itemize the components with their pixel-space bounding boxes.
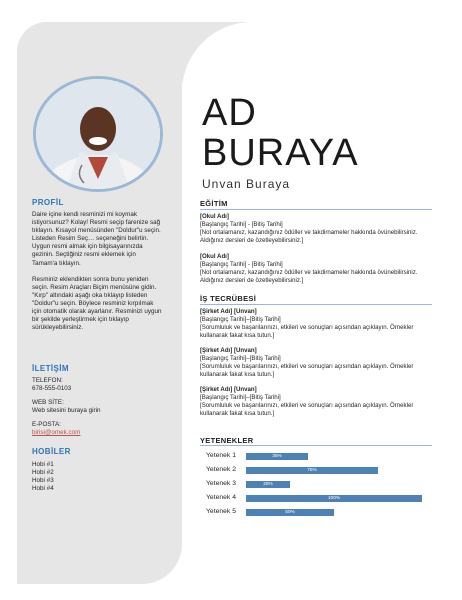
education-dates: [Başlangıç Tarihi] - [Bitiş Tarihi]	[200, 220, 283, 228]
skills-rule	[200, 445, 432, 446]
skill-bar	[246, 453, 308, 460]
education-entry	[200, 213, 432, 245]
experience-dates: [Başlangıç Tarihi]–[Bitiş Tarihi]	[200, 393, 281, 401]
skill-value-label: 75%	[307, 468, 317, 473]
hobbies-heading: HOBİLER	[32, 447, 71, 456]
hobbies-list	[32, 461, 162, 493]
email-link[interactable]: birisi@omek.com	[32, 429, 81, 437]
doctor-photo-illustration	[36, 79, 160, 189]
school-name: [Okul Adı]	[200, 213, 229, 220]
experience-description: [Sorumluluk ve başarılarınızı, etkileri ve sonuçları açısından açıklayın. Örnekler kullanarak fakat kısa tutun.]	[200, 362, 414, 378]
education-description: [Not ortalamanız, kazandığınız ödüller ve takdirnameler hakkında övünebilirsiniz. Aldığınız dersleri de özetleyebilirsiniz.]	[200, 228, 418, 244]
experience-dates: [Başlangıç Tarihi]–[Bitiş Tarihi]	[200, 315, 281, 323]
profile-paragraph-2: Resminiz eklendikten sonra bunu yeniden seçin. Resim Araçları Biçim menüsüne gidin. "Kırp" altındaki aşağı oka tıklayıp listeden "Doldur"u seçin. Böylece resminiz kırpılmak için otomatik olarak ayarlanır. Resminizi uygun bir şekilde yerleştirmek için tıklayıp sürükleyebilirsiniz.	[32, 275, 162, 332]
skill-bar	[246, 481, 290, 488]
experience-entry	[200, 386, 432, 418]
skill-value-label: 35%	[272, 454, 282, 459]
skill-bar	[246, 467, 378, 474]
profile-section	[32, 211, 162, 332]
experience-heading: İŞ TECRÜBESİ	[200, 294, 257, 303]
hobby-item: Hobi #1	[32, 461, 54, 468]
company-title: [Şirket Adı] [Unvan]	[200, 386, 257, 393]
email-label: E-POSTA:	[32, 421, 61, 429]
contact-heading: İLETİŞİM	[32, 364, 69, 373]
skill-value-label: 100%	[327, 496, 341, 501]
skill-bar	[246, 495, 422, 502]
hobby-item: Hobi #4	[32, 485, 54, 493]
company-title: [Şirket Adı] [Unvan]	[200, 308, 257, 315]
experience-dates: [Başlangıç Tarihi]–[Bitiş Tarihi]	[200, 354, 281, 362]
skill-label: Yetenek 5	[206, 508, 236, 515]
profile-photo	[33, 76, 163, 192]
education-heading: EĞİTİM	[200, 199, 228, 208]
website-label: WEB SİTE:	[32, 399, 64, 407]
contact-section	[32, 377, 162, 438]
skill-value-label: 50%	[285, 510, 295, 515]
hobby-item: Hobi #3	[32, 477, 54, 485]
skill-label: Yetenek 2	[206, 466, 236, 473]
company-title: [Şirket Adı] [Unvan]	[200, 347, 257, 354]
phone-label: TELEFON:	[32, 377, 63, 384]
school-name: [Okul Adı]	[200, 253, 229, 260]
experience-rule	[200, 304, 432, 305]
experience-entry	[200, 308, 432, 340]
education-dates: [Başlangıç Tarihi] - [Bitiş Tarihi]	[200, 260, 283, 268]
skill-label: Yetenek 1	[206, 452, 236, 459]
profile-paragraph-1: Daire içine kendi resminizi mi koymak istiyorsunuz? Kolay! Resmi seçip farenize sağ tıklayın. Kısayol menüsünden "Doldur"u seçin. Listeden Resim Seç… seçeneğini belirtin. Uygun resmi almak için bilgisayarınızda gezinin. Seçtiğiniz resmi eklemek için Tamam'a tıklayın.	[32, 211, 161, 267]
name-line-1: AD	[202, 92, 257, 134]
job-title: Unvan Buraya	[202, 177, 291, 191]
website-value: Web sitesini buraya girin	[32, 407, 101, 415]
education-rule	[200, 209, 432, 210]
name-line-2: BURAYA	[202, 132, 359, 174]
name-title	[202, 93, 359, 173]
education-description: [Not ortalamanız, kazandığınız ödüller ve takdirnameler hakkında övünebilirsiniz. Aldığınız dersleri de özetleyebilirsiniz.]	[200, 268, 418, 284]
experience-description: [Sorumluluk ve başarılarınızı, etkileri ve sonuçları açısından açıklayın. Örnekler kullanarak fakat kısa tutun.]	[200, 401, 414, 417]
phone-value: 678-555-0103	[32, 385, 72, 393]
education-entry	[200, 253, 432, 285]
profile-heading: PROFİL	[32, 198, 64, 207]
skills-heading: YETENEKLER	[200, 436, 254, 445]
skill-value-label: 25%	[263, 482, 273, 487]
skill-bar	[246, 509, 334, 516]
skill-label: Yetenek 4	[206, 494, 236, 501]
experience-description: [Sorumluluk ve başarılarınızı, etkileri ve sonuçları açısından açıklayın. Örnekler kullanarak fakat kısa tutun.]	[200, 323, 414, 339]
hobby-item: Hobi #2	[32, 469, 54, 477]
experience-entry	[200, 347, 432, 379]
skill-label: Yetenek 3	[206, 480, 236, 487]
